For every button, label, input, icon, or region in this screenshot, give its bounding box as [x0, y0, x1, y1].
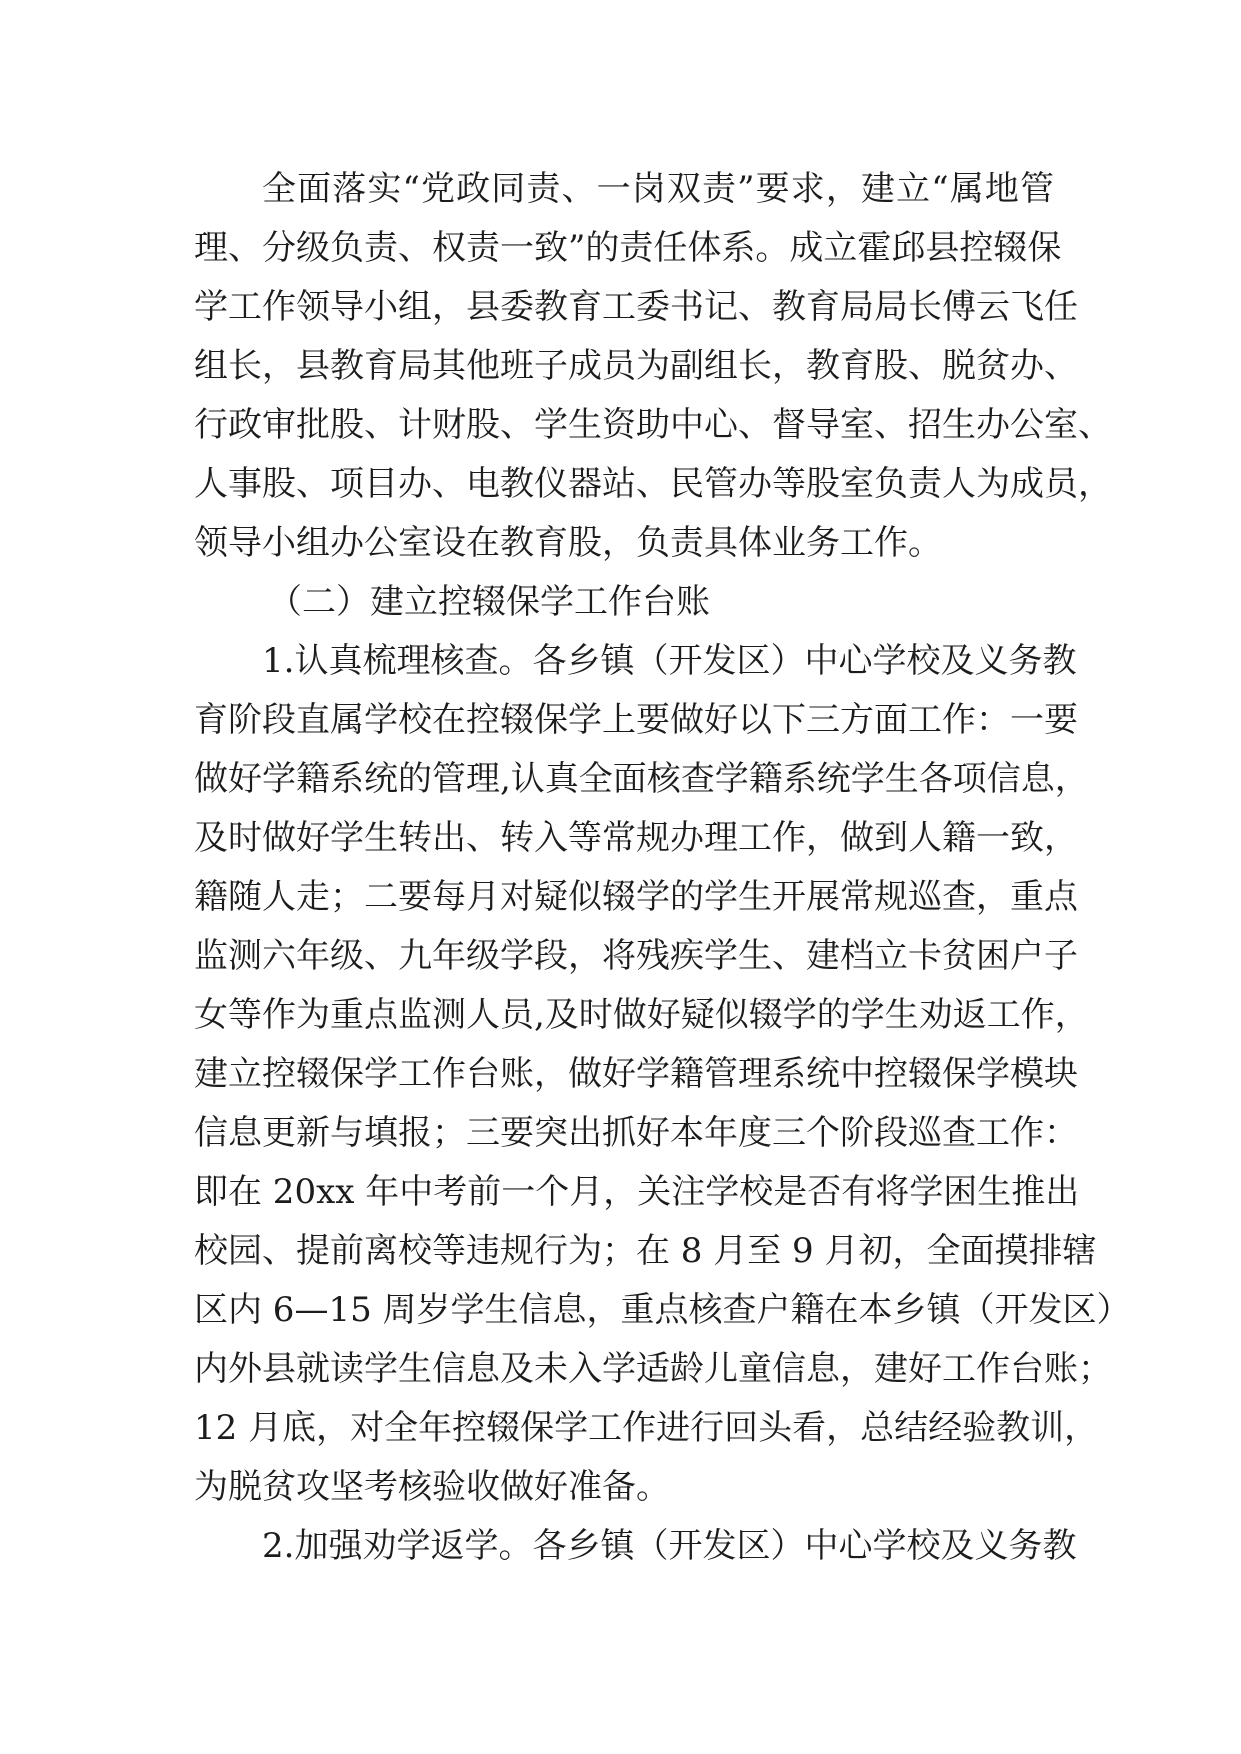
paragraph-2-line-2: 育阶段直属学校在控辍保学上要做好以下三方面工作：一要 [194, 700, 1078, 740]
paragraph-2-line-3: 做好学籍系统的管理,认真全面核查学籍系统学生各项信息， [194, 759, 1089, 799]
paragraph-2-line-11: 校园、提前离校等违规行为；在 8 月至 9 月初，全面摸排辖 [194, 1231, 1097, 1271]
paragraph-2-line-6: 监测六年级、九年级学段，将残疾学生、建档立卡贫困户子 [194, 936, 1078, 976]
paragraph-1-line-4: 组长，县教育局其他班子成员为副组长，教育股、脱贫办、 [194, 346, 1078, 386]
paragraph-2-line-9: 信息更新与填报；三要突出抓好本年度三个阶段巡查工作： [194, 1113, 1078, 1153]
paragraph-3-line-1: 2.加强劝学返学。各乡镇（开发区）中心学校及义务教 [262, 1526, 1077, 1566]
paragraph-1-line-6: 人事股、项目办、电教仪器站、民管办等股室负责人为成员， [194, 464, 1112, 504]
document-body [194, 160, 1131, 1576]
paragraph-2-line-7: 女等作为重点监测人员,及时做好疑似辍学的学生劝返工作， [194, 995, 1089, 1035]
paragraph-2-line-13: 内外县就读学生信息及未入学适龄儿童信息，建好工作台账； [194, 1349, 1112, 1389]
paragraph-2-line-8: 建立控辍保学工作台账，做好学籍管理系统中控辍保学模块 [194, 1054, 1078, 1094]
paragraph-2-line-1: 1.认真梳理核查。各乡镇（开发区）中心学校及义务教 [262, 641, 1077, 681]
paragraph-1-line-2: 理、分级负责、权责一致”的责任体系。成立霍邱县控辍保 [194, 228, 1062, 268]
paragraph-1-line-1: 全面落实“党政同责、一岗双责”要求，建立“属地管 [262, 169, 1054, 209]
section-heading: （二）建立控辍保学工作台账 [268, 582, 710, 622]
paragraph-1-line-5: 行政审批股、计财股、学生资助中心、督导室、招生办公室、 [194, 405, 1112, 445]
paragraph-2-line-4: 及时做好学生转出、转入等常规办理工作，做到人籍一致， [194, 818, 1078, 858]
paragraph-2-line-14: 12 月底，对全年控辍保学工作进行回头看，总结经验教训， [194, 1408, 1099, 1448]
paragraph-2-line-5: 籍随人走；二要每月对疑似辍学的学生开展常规巡查，重点 [194, 877, 1078, 917]
paragraph-1-line-7: 领导小组办公室设在教育股，负责具体业务工作。 [194, 523, 942, 563]
paragraph-1-line-3: 学工作领导小组，县委教育工委书记、教育局局长傅云飞任 [194, 287, 1078, 327]
paragraph-2-line-10: 即在 20xx 年中考前一个月，关注学校是否有将学困生推出 [194, 1172, 1080, 1212]
paragraph-2-line-15: 为脱贫攻坚考核验收做好准备。 [194, 1467, 670, 1507]
paragraph-2-line-12: 区内 6—15 周岁学生信息，重点核查户籍在本乡镇（开发区） [194, 1290, 1131, 1330]
